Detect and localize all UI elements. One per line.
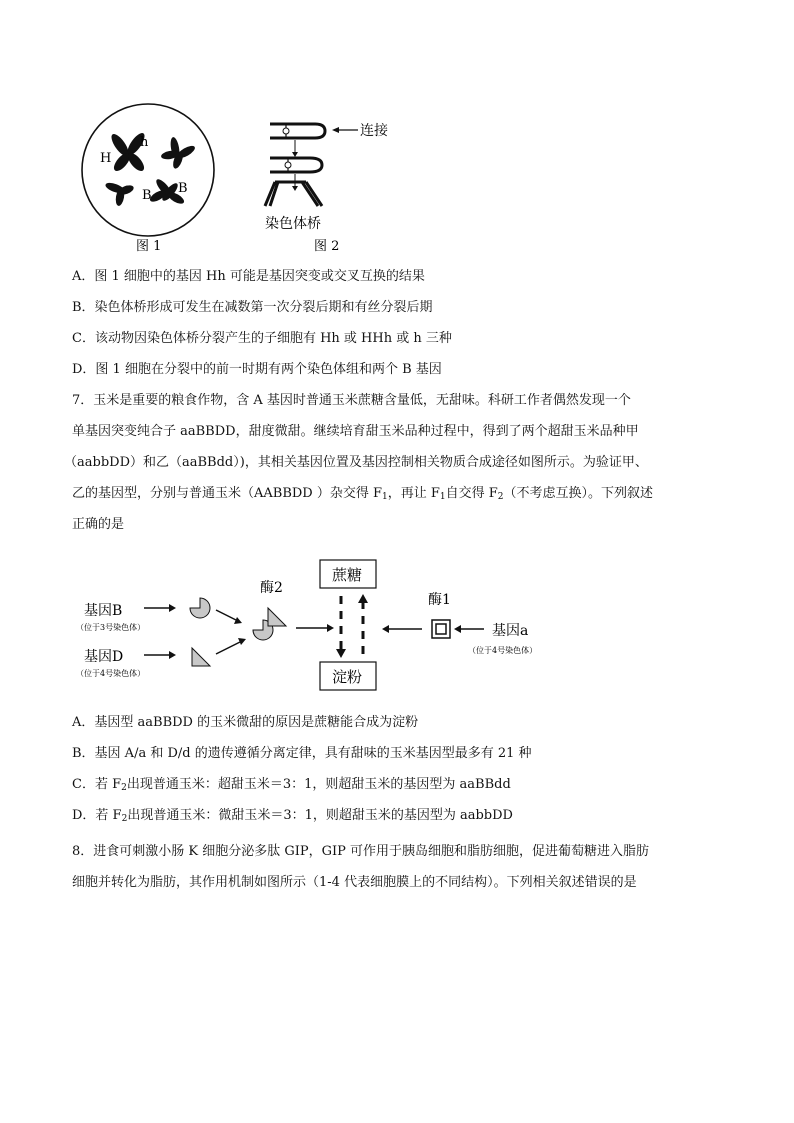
q6-option-c: C．该动物因染色体桥分裂产生的子细胞有 Hh 或 HHh 或 h 三种 bbox=[72, 331, 452, 346]
q8-stem-line-2: 细胞并转化为脂肪，其作用机制如图所示（1-4 代表细胞膜上的不同结构）。下列相关叙述错误的是 bbox=[72, 875, 637, 890]
figure-1-cell bbox=[82, 104, 214, 236]
q7-stem-line-1: 7．玉米是重要的粮食作物，含 A 基因时普通玉米蔗糖含量低，无甜味。科研工作者偶然发现一个 bbox=[72, 393, 631, 408]
q7-stem-line-4: 乙的基因型，分别与普通玉米（AABBDD ）杂交得 $F_1$，再让 $F_1$自交得 $F_2$（不考虑互换）。下列叙述 bbox=[72, 486, 654, 502]
gene-b-note: （位于3号染色体） bbox=[76, 623, 146, 632]
gene-a-label: 基因a bbox=[492, 623, 529, 639]
q7-stem-line-3: （aabbDD）和乙（aaBBdd）)，其相关基因位置及基因控制相关物质合成途径如图所示。为验证甲、 bbox=[64, 455, 648, 470]
enzyme-2-label: 酶2 bbox=[260, 580, 283, 596]
q7-option-c: C．若 $F_2$出现普通玉米：超甜玉米＝3：1，则超甜玉米的基因型为 aaBBdd bbox=[72, 777, 511, 793]
starch-label: 淀粉 bbox=[332, 668, 363, 686]
q7-option-d: D．若 $F_2$出现普通玉米：微甜玉米＝3：1，则超甜玉米的基因型为 aabbDD bbox=[72, 808, 513, 824]
sucrose-label: 蔗糖 bbox=[332, 566, 363, 584]
q7-pathway-diagram bbox=[70, 550, 590, 700]
q6-option-d: D．图 1 细胞在分裂中的前一时期有两个染色体组和两个 B 基因 bbox=[72, 362, 442, 377]
fig2-bridge-label: 染色体桥 bbox=[265, 216, 321, 232]
q7-option-a: A．基因型 aaBBDD 的玉米微甜的原因是蔗糖能合成为淀粉 bbox=[72, 715, 419, 730]
q7-option-b: B．基因 A/a 和 D/d 的遗传遵循分离定律，具有甜味的玉米基因型最多有 21 种 bbox=[72, 746, 532, 761]
label-B2: B bbox=[178, 181, 188, 196]
q7-stem-line-5: 正确的是 bbox=[72, 517, 125, 532]
q6-option-b: B．染色体桥形成可发生在减数第一次分裂后期和有丝分裂后期 bbox=[72, 300, 433, 315]
figure-2-caption: 图 2 bbox=[314, 239, 340, 254]
figure-1-caption: 图 1 bbox=[136, 239, 162, 254]
label-h: h bbox=[140, 135, 149, 150]
figure-2-bridge bbox=[265, 124, 325, 206]
enzyme-subunit-d-icon bbox=[192, 648, 210, 666]
enzyme-1-label: 酶1 bbox=[428, 592, 451, 608]
figure-1-2 bbox=[60, 100, 420, 260]
q7-stem-line-2: 单基因突变纯合子 aaBBDD，甜度微甜。继续培育甜玉米品种过程中，得到了两个超甜玉米品种甲 bbox=[72, 424, 639, 439]
gene-d-label: 基因D bbox=[84, 649, 124, 665]
gene-b-label: 基因B bbox=[84, 603, 123, 619]
fig2-connect-label: 连接 bbox=[360, 123, 388, 139]
gene-d-note: （位于4号染色体） bbox=[76, 669, 146, 678]
q8-stem-line-1: 8．进食可刺激小肠 K 细胞分泌多肽 GIP，GIP 可作用于胰岛细胞和脂肪细胞，促进葡萄糖进入脂肪 bbox=[72, 844, 650, 859]
enzyme-subunit-b-icon bbox=[190, 598, 210, 618]
label-H: H bbox=[100, 151, 112, 166]
gene-a-note: （位于4号染色体） bbox=[468, 646, 538, 655]
label-B1: B bbox=[142, 188, 152, 203]
q6-option-a: A．图 1 细胞中的基因 Hh 可能是基因突变或交叉互换的结果 bbox=[72, 269, 425, 284]
